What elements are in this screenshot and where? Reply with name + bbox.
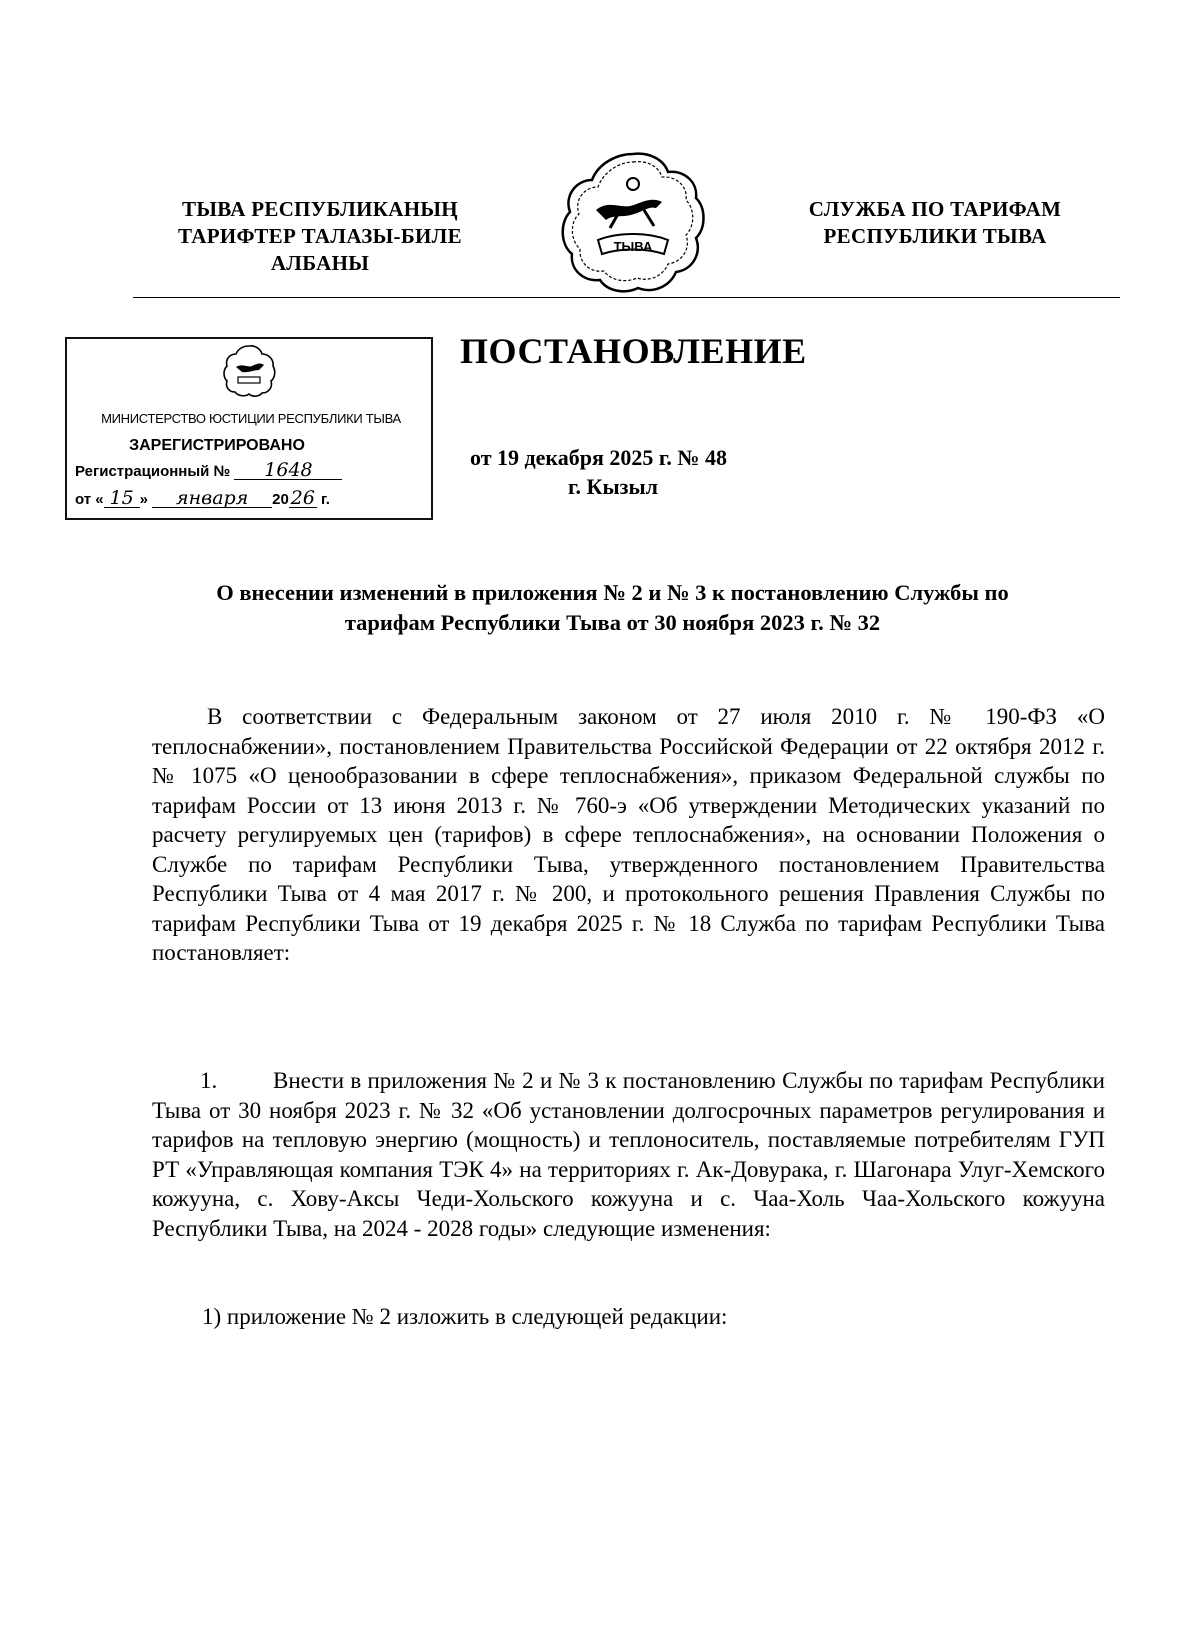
document-city: г. Кызыл <box>568 474 658 499</box>
document-date-number: от 19 декабря 2025 г. № 48 <box>470 445 728 470</box>
stamp-organization: МИНИСТЕРСТВО ЮСТИЦИИ РЕСПУБЛИКИ ТЫВА <box>101 411 401 426</box>
header-right-line: РЕСПУБЛИКИ ТЫВА <box>823 224 1047 248</box>
coat-of-arms-emblem <box>558 148 708 296</box>
header-right-org <box>770 196 1100 250</box>
stamp-date-prefix: от « <box>75 491 104 508</box>
stamp-date-year-prefix: 20 <box>272 491 289 508</box>
header-left-line: ТАРИФТЕР ТАЛАЗЫ-БИЛЕ <box>178 224 462 248</box>
stamp-status: ЗАРЕГИСТРИРОВАНО <box>129 437 305 454</box>
header-divider <box>133 297 1120 298</box>
registration-stamp <box>65 337 433 520</box>
document-type: ПОСТАНОВЛЕНИЕ <box>460 331 807 371</box>
stamp-registration-number-line <box>75 461 435 480</box>
header-left-line: АЛБАНЫ <box>270 251 370 275</box>
preamble-paragraph: В соответствии с Федеральным законом от 27 июля 2010 г. № 190-ФЗ «О теплоснабжении», постановлением Правительства Российской Федерации от 22 октября 2012 г. № 1075 «О ценообразовании в сфере теплоснабжения», приказом Федеральной службы по тарифам России от 13 июня 2013 г. № 760-э «Об утверждении Методических указаний по расчету регулируемых цен (тарифов) в сфере теплоснабжения», на основании Положения о Службе по тарифам Республики Тыва, утвержденного постановлением Правительства Республики Тыва от 4 мая 2017 г. № 200, и протокольного решения Правления Службы по тарифам Республики Тыва от 19 декабря 2025 г. № 18 Служба по тарифам Республики Тыва постановляет: <box>152 704 1105 965</box>
stamp-reg-number: 1648 <box>234 461 342 480</box>
document-title <box>120 578 1105 638</box>
document-title-line: О внесении изменений в приложения № 2 и № 3 к постановлению Службы по <box>216 580 1009 605</box>
header-left-line: ТЫВА РЕСПУБЛИКАНЫҢ <box>182 197 458 221</box>
stamp-date-end: г. <box>321 491 330 508</box>
stamp-date-year: 26 <box>290 487 315 509</box>
emblem-text: ТЫВА <box>613 239 653 254</box>
stamp-date-month: января <box>152 489 272 508</box>
stamp-date-line <box>75 489 435 508</box>
document-title-line: тарифам Республики Тыва от 30 ноября 2023 г. № 32 <box>344 610 881 635</box>
header-right-line: СЛУЖБА ПО ТАРИФАМ <box>808 197 1062 221</box>
item-1-number: 1. <box>200 1068 218 1093</box>
stamp-date-day: 15 <box>104 489 140 508</box>
stamp-reg-label: Регистрационный № <box>75 463 231 480</box>
stamp-emblem-icon <box>222 343 276 397</box>
header-left-org <box>150 196 490 277</box>
item-1-paragraph <box>152 1066 1105 1243</box>
item-1-text: Внести в приложения № 2 и № 3 к постановлению Службы по тарифам Республики Тыва от 30 ноября 2023 г. № 32 «Об установлении долгосрочных параметров регулирования и тарифов на тепловую энергию (мощность) и теплоноситель, поставляемые потребителям ГУП РТ «Управляющая компания ТЭК 4» на территориях г. Ак-Довурака, г. Шагонара Улуг-Хемского кожууна, с. Хову-Аксы Чеди-Хольского кожууна и с. Чаа-Холь Чаа-Хольского кожууна Республики Тыва, на 2024 - 2028 годы» следующие изменения: <box>152 1068 1105 1241</box>
subitem-1-paragraph: 1) приложение № 2 изложить в следующей редакции: <box>202 1304 728 1329</box>
stamp-date-mid: » <box>139 491 148 508</box>
